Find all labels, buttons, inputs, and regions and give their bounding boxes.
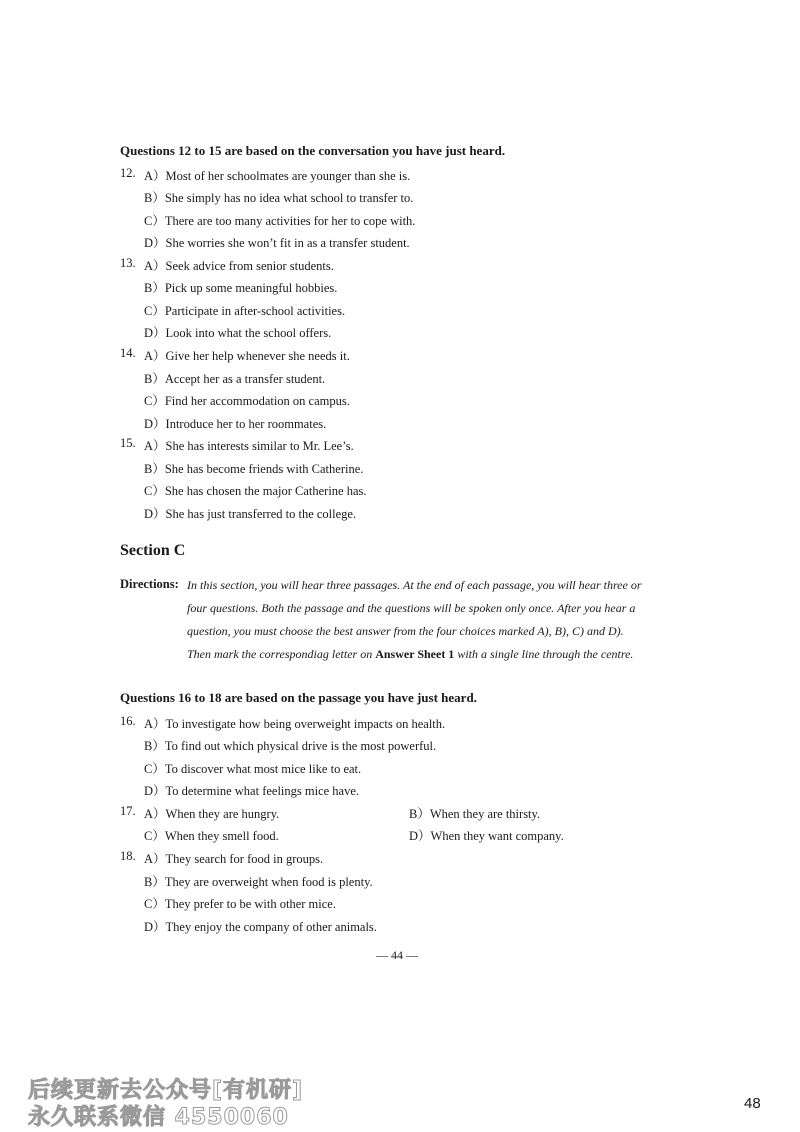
directions-line-4-text: Then mark the correspondiag letter on: [187, 647, 373, 661]
q17-option-b: B）When they are thirsty.: [409, 807, 541, 821]
question-number-18: 18.: [120, 849, 136, 863]
q17-option-c: C）When they smell food.: [144, 829, 279, 843]
q16-option-d: D）To determine what feelings mice have.: [144, 784, 360, 798]
question-number-16: 16.: [120, 714, 136, 728]
section-c-title: Section C: [120, 542, 186, 559]
q16-option-b: B）To find out which physical drive is the most powerful.: [144, 739, 437, 753]
question-number-13: 13.: [120, 256, 136, 270]
question-number-15: 15.: [120, 436, 136, 450]
directions-line-4: [187, 647, 633, 662]
watermark-line-1: 后续更新去公众号[有机研]: [28, 1078, 304, 1103]
q14-option-d: D）Introduce her to her roommates.: [144, 417, 327, 431]
q15-option-b: B）She has become friends with Catherine.: [144, 462, 364, 476]
q14-option-a: A）Give her help whenever she needs it.: [144, 349, 350, 363]
q17-option-d: D）When they want company.: [409, 829, 564, 843]
q14-option-c: C）Find her accommodation on campus.: [144, 394, 350, 408]
question-number-17: 17.: [120, 804, 136, 818]
directions-line-2: four questions. Both the passage and the questions will be spoken only once. After you hear a: [187, 601, 636, 615]
q18-option-d: D）They enjoy the company of other animals.: [144, 920, 377, 934]
q13-option-d: D）Look into what the school offers.: [144, 326, 332, 340]
page-number: — 44 —: [376, 948, 418, 962]
questions-12-15-heading: Questions 12 to 15 are based on the conversation you have just heard.: [120, 143, 506, 158]
q14-option-b: B）Accept her as a transfer student.: [144, 372, 326, 386]
q12-option-a: A）Most of her schoolmates are younger than she is.: [144, 169, 411, 183]
q13-option-a: A）Seek advice from senior students.: [144, 259, 334, 273]
directions-line-3: question, you must choose the best answer from the four choices marked A), B), C) and D).: [187, 624, 624, 638]
q15-option-c: C）She has chosen the major Catherine has.: [144, 484, 367, 498]
questions-16-18-heading: Questions 16 to 18 are based on the passage you have just heard.: [120, 690, 477, 705]
q12-option-c: C）There are too many activities for her to cope with.: [144, 214, 416, 228]
q17-option-a: A）When they are hungry.: [144, 807, 280, 821]
q18-option-a: A）They search for food in groups.: [144, 852, 324, 866]
q12-option-b: B）She simply has no idea what school to transfer to.: [144, 191, 414, 205]
question-number-14: 14.: [120, 346, 136, 360]
question-number-12: 12.: [120, 166, 136, 180]
q12-option-d: D）She worries she won’t fit in as a transfer student.: [144, 236, 410, 250]
q16-option-c: C）To discover what most mice like to eat.: [144, 762, 362, 776]
sheet-number: 48: [744, 1095, 761, 1112]
q18-option-c: C）They prefer to be with other mice.: [144, 897, 336, 911]
q16-option-a: A）To investigate how being overweight impacts on health.: [144, 717, 446, 731]
q15-option-a: A）She has interests similar to Mr. Lee’s.: [144, 439, 354, 453]
directions-label: Directions:: [120, 577, 179, 591]
q13-option-c: C）Participate in after-school activities.: [144, 304, 346, 318]
answer-sheet-label: Answer Sheet 1: [375, 647, 455, 661]
q15-option-d: D）She has just transferred to the college.: [144, 507, 357, 521]
directions-line-4-tail: with a single line through the centre.: [457, 647, 634, 661]
watermark-line-2: 永久联系微信 4550060: [28, 1105, 289, 1130]
directions-line-1: In this section, you will hear three passages. At the end of each passage, you will hear three or: [187, 578, 642, 592]
q13-option-b: B）Pick up some meaningful hobbies.: [144, 281, 338, 295]
q18-option-b: B）They are overweight when food is plenty.: [144, 875, 373, 889]
